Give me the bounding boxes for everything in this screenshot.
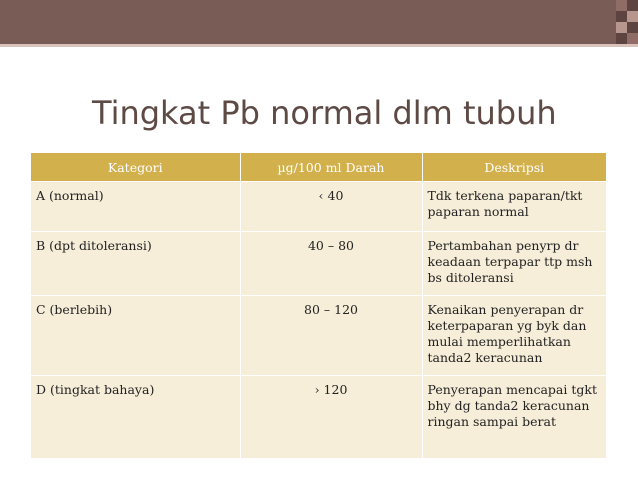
cell-kategori: C (berlebih) xyxy=(31,296,240,376)
corner-squares-decoration xyxy=(616,0,638,44)
top-decorative-bar xyxy=(0,0,638,44)
header-kategori: Kategori xyxy=(31,153,240,182)
cell-blood-level: › 120 xyxy=(240,376,422,458)
cell-deskripsi: Pertambahan penyrp dr keadaan terpapar ttp msh bs ditoleransi xyxy=(422,232,606,296)
table-row xyxy=(31,232,606,296)
cell-blood-level: 80 – 120 xyxy=(240,296,422,376)
cell-blood-level: ‹ 40 xyxy=(240,182,422,232)
table-row xyxy=(31,182,606,232)
slide-title: Tingkat Pb normal dlm tubuh xyxy=(92,94,557,132)
lead-level-table xyxy=(31,153,606,458)
header-deskripsi: Deskripsi xyxy=(422,153,606,182)
table-header-row xyxy=(31,153,606,182)
cell-kategori: D (tingkat bahaya) xyxy=(31,376,240,458)
cell-deskripsi: Tdk terkena paparan/tkt paparan normal xyxy=(422,182,606,232)
table-row xyxy=(31,376,606,458)
cell-deskripsi: Kenaikan penyerapan dr keterpaparan yg byk dan mulai memperlihatkan tanda2 keracunan xyxy=(422,296,606,376)
table-row xyxy=(31,296,606,376)
cell-blood-level: 40 – 80 xyxy=(240,232,422,296)
cell-kategori: B (dpt ditoleransi) xyxy=(31,232,240,296)
header-blood-level: µg/100 ml Darah xyxy=(240,153,422,182)
top-bar-accent-line xyxy=(0,44,638,47)
cell-kategori: A (normal) xyxy=(31,182,240,232)
cell-deskripsi: Penyerapan mencapai tgkt bhy dg tanda2 keracunan ringan sampai berat xyxy=(422,376,606,458)
